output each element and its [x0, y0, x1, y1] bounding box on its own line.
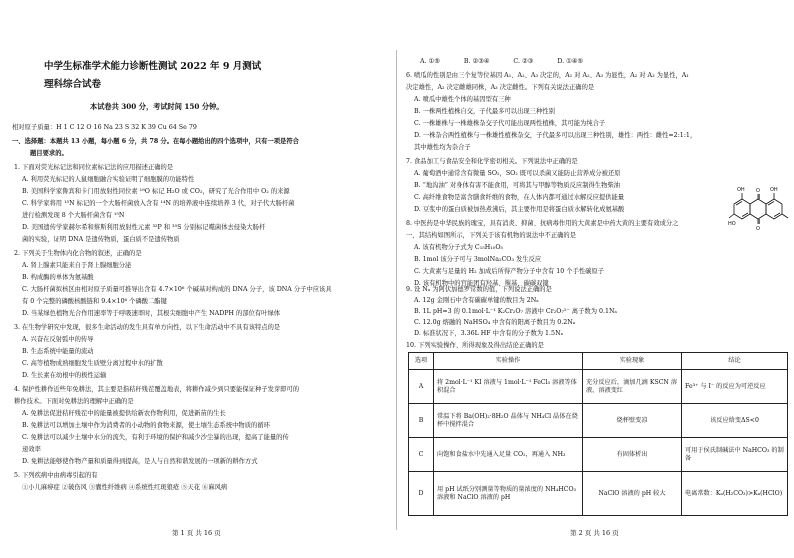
- row-b-option: B: [409, 404, 434, 438]
- header-operation: 实验操作: [434, 353, 583, 370]
- experiment-table: [408, 352, 788, 516]
- page-divider: [396, 50, 397, 530]
- table-row: [409, 370, 788, 404]
- q5-choices: [420, 58, 607, 66]
- question-8: 8. 中医药是中华民族的瑰宝，具有消炎、抑菌、抗病毒作用的大黄素是中药大黄的主要有效成分之: [406, 220, 679, 227]
- q3-option-b: B. 生态系统中能量的流动: [22, 348, 94, 355]
- question-10: 10. 下列实验操作、所得现象及得出结论正确的是: [406, 342, 544, 349]
- q6-option-d: D. 一株杂合两性植株与一株雄性植株杂交，子代最多可以出现三种性别，雄性：两性：雌性=2:1:1，: [414, 132, 697, 139]
- q3-option-d: D. 生长素在幼根中的极性运输: [22, 372, 107, 379]
- q5-choice-d: D. ①④⑤: [557, 58, 584, 65]
- question-7: 7. 食品加工与食品安全和化学密切相关。下列说法中正确的是: [406, 158, 578, 165]
- question-1: 1. 下面对荧光标记法和同位素标记法的应用描述正确的是: [14, 164, 174, 171]
- q7-option-d: D. 豆浆中的蛋白质被加热煮沸后，其主要作用是将蛋白质水解转化成氨基酸: [414, 206, 625, 213]
- q1-option-c: C. 科学家将用 ¹⁵N 标记的一个大肠杆菌放入含有 ¹⁴N 的培养液中连续培养 3 代，对子代大肠杆菌: [22, 200, 295, 207]
- q5-choice-c: C. ②③: [513, 58, 534, 65]
- q9-option-c: C. 12.0g 熔融的 NaHSO₄ 中含有的阳离子数目为 0.2Nₐ: [414, 319, 576, 326]
- row-c-option: C: [409, 438, 434, 472]
- q9-option-b: B. 1L pH=3 的 0.1mol·L⁻¹ K₂Cr₂O₇ 溶液中 Cr₂O₇²⁻ 离子数为 0.1Nₐ: [414, 308, 617, 315]
- header-phenomenon: 实验现象: [583, 353, 682, 370]
- row-c-phenomenon: 有固体析出: [583, 438, 682, 472]
- row-c-conclusion: 可用于侯氏制碱法中 NaHCO₃ 的制备: [682, 438, 788, 472]
- ring-middle: [750, 199, 766, 219]
- page-1: [0, 0, 396, 558]
- row-d-phenomenon: NaClO 溶液的 pH 较大: [583, 472, 682, 516]
- q6-option-b: B. 一株两性植株自交，子代最多可以出现三种性别: [414, 108, 555, 115]
- header-conclusion: 结论: [682, 353, 788, 370]
- q9-option-a: A. 12g 金刚石中含有碳碳单键的数目为 2Nₐ: [414, 297, 539, 304]
- q4-option-c: C. 免耕法可以减少土壤中水分的流失，有利于环境的保护和减少沙尘暴的出现，提高了能量的传: [22, 434, 289, 441]
- q7-option-c: C. 高纤维食物是富含膳食纤维的食物，在人体内都可通过水解反应提供能量: [414, 194, 625, 201]
- row-d-conclusion: 电离常数：Kₐ(H₂CO₃)>Kₐ(HClO): [682, 472, 788, 516]
- page-number-1: 第 1 页 共 16 页: [172, 529, 221, 537]
- label-oh-right: OH: [770, 187, 778, 193]
- question-6-cont: 决定雄性，A₂ 决定雌雄同株，A₃ 决定雌性。下列有关说法正确的是: [406, 84, 595, 91]
- row-d-operation: 用 pH 试纸分别测量等物质的量浓度的 NH₄HCO₃ 溶液和 NaClO 溶液的 pH: [434, 472, 583, 516]
- page-number-2: 第 2 页 共 16 页: [570, 529, 619, 537]
- question-5: 5. 下列疾病中由病毒引起的有: [14, 472, 98, 479]
- q2-option-b: B. 构成酶的单体为氨基酸: [22, 274, 94, 281]
- question-3: 3. 在生物学研究中发现，很多生命活动的发生具有单方向性，以下生命活动中不具有该特点的是: [14, 324, 281, 331]
- q7-option-a: A. 葡萄酒中通常含有微量 SO₂，SO₂ 既可以杀菌又能防止营养成分被还原: [414, 170, 621, 177]
- question-2: 2. 下列关于生物体内化合物的叙述，正确的是: [14, 250, 142, 257]
- question-4-cont: 耕作技术。下面对免耕法的理解中正确的是: [14, 398, 134, 405]
- question-9: 9. 设 Nₐ 为阿伏加德罗常数的值，下列说法正确的是: [406, 286, 552, 293]
- q5-items: ①小儿麻痹症 ②破伤风 ③囊性纤维病 ④系统性红斑狼疮 ⑤天花 ⑥麻风病: [22, 484, 228, 491]
- q2-option-c: C. 大肠杆菌拟核区由相对原子质量可推导出含有 4.7×10⁶ 个碱基对构成的 DNA 分子，该 DNA 分子中应该具: [22, 286, 332, 293]
- label-o-bottom: O: [756, 226, 760, 232]
- table-header-row: [409, 353, 788, 370]
- q1-option-a: A. 利用荧光标记的人鼠细胞融合实验证明了细胞膜的功能特性: [22, 176, 195, 183]
- q6-option-d-cont: 其中雄性均为杂合子: [414, 144, 471, 151]
- q6-option-a: A. 喷瓜中雄性个体的基因型有三种: [414, 96, 511, 103]
- question-6: 6. 喷瓜的性别是由三个复等位基因 A₁、A₂、A₃ 决定的，A₁ 对 A₂、A₃ 为显性，A₂ 对 A₃ 为显性，A₁: [406, 72, 689, 79]
- row-a-operation: 将 2mol·L⁻¹ KI 溶液与 1mol·L⁻¹ FeCl₃ 溶液等体积混合: [434, 370, 583, 404]
- page-2: [398, 0, 794, 558]
- row-c-operation: 向饱和食盐水中先通入足量 CO₂，再通入 NH₃: [434, 438, 583, 472]
- label-oh-left: OH: [737, 187, 745, 193]
- q7-option-b: B. “地沟油” 对身体有害不能食用，可将其与甲醇等物质反应制得生物柴油: [414, 182, 620, 189]
- q8-option-a: A. 该有机物分子式为 C₁₅H₁₀O₅: [414, 244, 504, 251]
- q3-option-c: C. 高等植物成熟细胞发生质壁分离过程中水的扩散: [22, 360, 163, 367]
- emodin-structure-diagram: [728, 182, 792, 244]
- section-heading-cont: 题目要求的。: [30, 150, 68, 157]
- q3-option-a: A. 兴奋在反射弧中的传导: [22, 336, 94, 343]
- exam-subtitle: 理科综合试卷: [44, 79, 102, 90]
- row-d-option: D: [409, 472, 434, 516]
- ring-right: [766, 199, 782, 219]
- question-8-cont: 一，其结构如图所示，下列关于该有机物的说法中不正确的是: [406, 232, 577, 239]
- q1-option-d-cont: 菌的实验，证明 DNA 是遗传物质，蛋白质不是遗传物质: [22, 236, 180, 243]
- atomic-mass-line: 相对原子质量：H 1 C 12 O 16 Na 23 S 32 K 39 Cu 64 Se 79: [12, 124, 197, 131]
- question-4: 4. 保护性耕作近些年免耕法，其主要是指秸秆残茬覆盖地表，将耕作减少到只要能保证种子发芽即可的: [14, 386, 300, 393]
- exam-notice: 本试卷共 300 分，考试时间 150 分钟。: [90, 102, 224, 111]
- q2-option-a: A. 肾上腺素只能来自于肾上腺细胞分泌: [22, 262, 132, 269]
- label-o-top: O: [756, 188, 760, 194]
- q6-option-c: C. 一株雄株与一株雄株杂交子代可能出现两性植株，其可能为纯合子: [414, 120, 606, 127]
- row-a-phenomenon: 充分反应后，滴加几滴 KSCN 溶液，溶液变红: [583, 370, 682, 404]
- section-heading: 一、选择题：本题共 13 小题，每小题 6 分，共 78 分。在每小题给出的四个选项中，只有一项是符合: [12, 138, 299, 145]
- q1-option-c-cont: 进行检测发现 8 个大肠杆菌含有 ¹⁵N: [22, 212, 125, 219]
- q4-option-a: A. 免耕法促进秸秆残茬中的能量被提供给新农作物利用，促进新苗的生长: [22, 410, 226, 417]
- table-row: [409, 438, 788, 472]
- ring-left: [734, 199, 750, 219]
- q5-choice-a: A. ①⑤: [420, 58, 440, 65]
- q4-option-b: B. 免耕法可以增加土壤中作为消费者的小动物的食物来源，使土壤生态系统中物质的循环: [22, 422, 270, 429]
- q8-option-c: C. 大黄素与足量的 H₂ 加成后所得产物分子中含有 10 个手性碳原子: [414, 268, 605, 275]
- q5-choice-b: B. ②③④: [463, 58, 490, 65]
- row-b-phenomenon: 烧杯壁变凉: [583, 404, 682, 438]
- exam-title: 中学生标准学术能力诊断性测试 2022 年 9 月测试: [44, 61, 262, 72]
- q4-option-d: D. 免耕法能够使作物产量和质量得到提高，是人与自然和谐发展的一项新的耕作方式: [22, 458, 258, 465]
- q9-option-d: D. 标准状况下，3.36L HF 中含有的分子数为 1.5Nₐ: [414, 330, 564, 337]
- q4-option-c-cont: 递效率: [22, 446, 41, 453]
- q8-option-b: B. 1mol 该分子可与 3molNa₂CO₃ 发生反应: [414, 256, 542, 263]
- row-a-conclusion: Fe³⁺ 与 I⁻ 的反应为可逆反应: [682, 370, 788, 404]
- row-a-option: A: [409, 370, 434, 404]
- q1-option-b: B. 美国科学家鲁宾和卡门用放射性同位素 ¹⁸O 标记 H₂O 或 CO₂，研究了光合作用中 O₂ 的来源: [22, 188, 290, 195]
- q2-option-d: D. 当某绿色植物光合作用速率等于呼吸速率时，其根尖细胞中产生 NADPH 的部位有叶绿体: [22, 310, 281, 317]
- row-b-conclusion: 该反应焓变ΔS<0: [682, 404, 788, 438]
- q8-option-d: D. 该有机物中的官能团有羟基、羰基、碳碳双键: [414, 280, 549, 287]
- q1-option-d: D. 美国遗传学家赫尔希和蔡斯利用放射性元素 ³²P 和 ³⁵S 分别标记噬菌体去侵染大肠杆: [22, 224, 266, 231]
- row-b-operation: 常温下将 Ba(OH)₂·8H₂O 晶体与 NH₄Cl 晶体在烧杯中搅拌混合: [434, 404, 583, 438]
- q2-option-c-cont: 有 0 个完整的磷酸核酸链和 9.4×10⁶ 个磷酸二酯键: [22, 298, 167, 305]
- table-row: [409, 472, 788, 516]
- table-row: [409, 404, 788, 438]
- header-option: 选项: [409, 353, 434, 370]
- label-ho: HO: [728, 221, 736, 227]
